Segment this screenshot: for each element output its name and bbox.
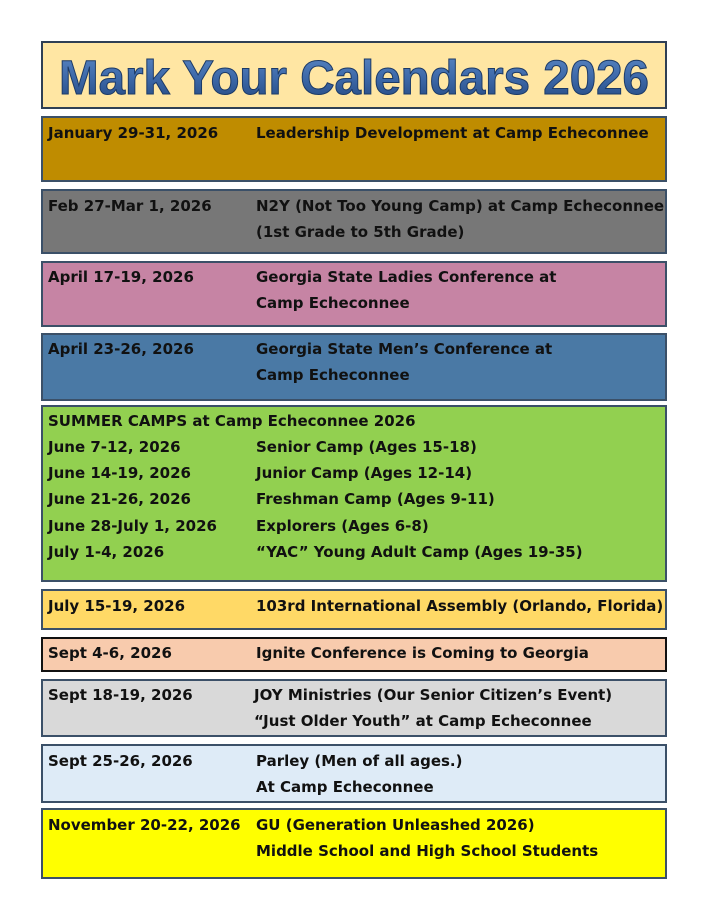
event-description: Ignite Conference is Coming to Georgia — [256, 644, 589, 662]
summer-heading: SUMMER CAMPS at Camp Echeconnee 2026 — [48, 412, 416, 430]
camp-name: “YAC” Young Adult Camp (Ages 19-35) — [256, 543, 583, 561]
event-assembly — [41, 589, 667, 630]
event-description: Georgia State Ladies Conference at — [256, 268, 557, 286]
event-date: January 29-31, 2026 — [48, 124, 219, 142]
event-description-line2: At Camp Echeconnee — [256, 778, 434, 796]
event-parley — [41, 744, 667, 803]
summer-camps — [41, 405, 667, 582]
event-description-line2: Middle School and High School Students — [256, 842, 599, 860]
event-n2y — [41, 189, 667, 254]
camp-date: June 28-July 1, 2026 — [48, 517, 217, 535]
event-ladies — [41, 261, 667, 327]
event-description: GU (Generation Unleashed 2026) — [256, 816, 535, 834]
event-joy — [41, 679, 667, 737]
event-description-line2: Camp Echeconnee — [256, 294, 410, 312]
event-date: Feb 27-Mar 1, 2026 — [48, 197, 212, 215]
event-date: July 15-19, 2026 — [48, 597, 186, 615]
camp-name: Senior Camp (Ages 15-18) — [256, 438, 477, 456]
camp-name: Junior Camp (Ages 12-14) — [256, 464, 473, 482]
camp-date: July 1-4, 2026 — [48, 543, 165, 561]
event-description: JOY Ministries (Our Senior Citizen’s Event) — [254, 686, 613, 704]
title-graphic — [54, 44, 654, 106]
event-date: April 23-26, 2026 — [48, 340, 194, 358]
event-gu — [41, 808, 667, 879]
event-date: Sept 25-26, 2026 — [48, 752, 193, 770]
event-description-line2: Camp Echeconnee — [256, 366, 410, 384]
event-men — [41, 333, 667, 401]
camp-date: June 21-26, 2026 — [48, 490, 191, 508]
event-description-line2: (1st Grade to 5th Grade) — [256, 223, 465, 241]
event-date: Sept 4-6, 2026 — [48, 644, 172, 662]
event-description-line2: “Just Older Youth” at Camp Echeconnee — [254, 712, 592, 730]
camp-date: June 14-19, 2026 — [48, 464, 191, 482]
event-description: Leadership Development at Camp Echeconnee — [256, 124, 649, 142]
event-date: Sept 18-19, 2026 — [48, 686, 193, 704]
event-description: 103rd International Assembly (Orlando, Florida) — [256, 597, 664, 615]
event-description: N2Y (Not Too Young Camp) at Camp Echeconnee — [256, 197, 665, 215]
event-description: Georgia State Men’s Conference at — [256, 340, 553, 358]
event-leadership — [41, 116, 667, 182]
camp-name: Freshman Camp (Ages 9-11) — [256, 490, 495, 508]
event-ignite — [41, 637, 667, 672]
camp-name: Explorers (Ages 6-8) — [256, 517, 429, 535]
event-description: Parley (Men of all ages.) — [256, 752, 463, 770]
title-banner — [41, 41, 667, 109]
camp-date: June 7-12, 2026 — [48, 438, 181, 456]
event-date: November 20-22, 2026 — [48, 816, 241, 834]
event-date: April 17-19, 2026 — [48, 268, 194, 286]
page-title: Mark Your Calendars 2026 — [59, 52, 649, 105]
